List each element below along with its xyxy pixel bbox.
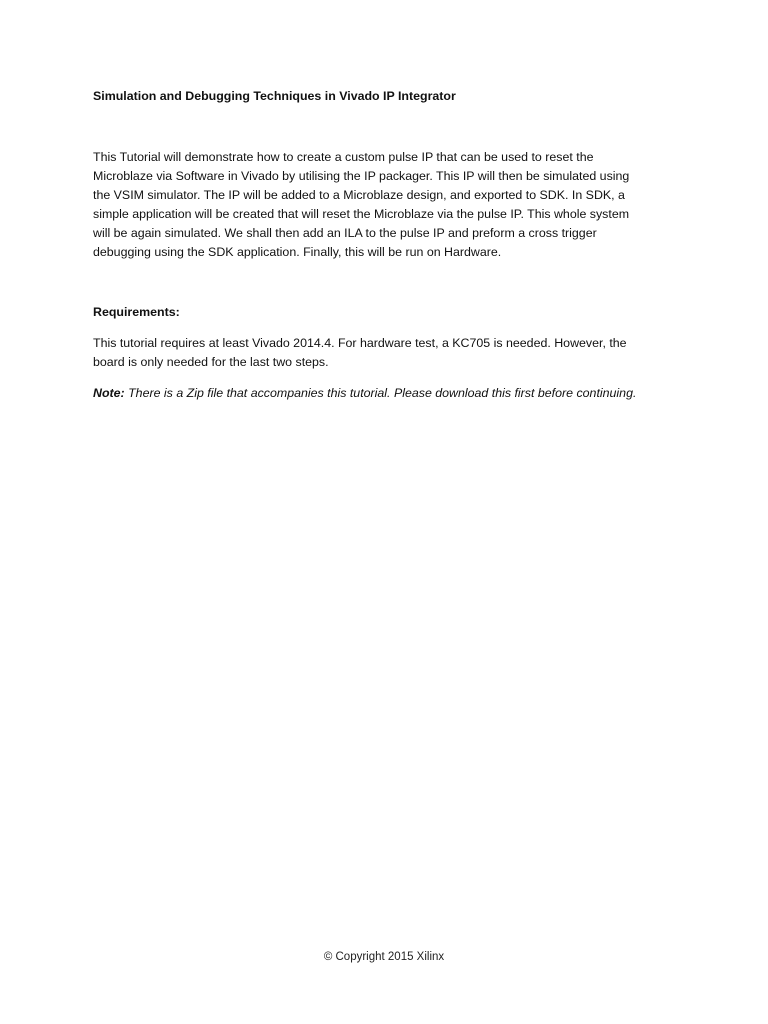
intro-line: will be again simulated. We shall then add an ILA to the pulse IP and preform a cross trigger xyxy=(93,226,597,240)
intro-paragraph xyxy=(93,148,678,262)
note-paragraph xyxy=(93,384,693,402)
document-title: Simulation and Debugging Techniques in Vivado IP Integrator xyxy=(93,89,456,103)
note-label: Note: xyxy=(93,386,125,400)
requirements-heading: Requirements: xyxy=(93,305,180,319)
note-text: There is a Zip file that accompanies this tutorial. Please download this first before continuing. xyxy=(124,386,637,400)
intro-line: This Tutorial will demonstrate how to create a custom pulse IP that can be used to reset the xyxy=(93,150,594,164)
intro-line: simple application will be created that will reset the Microblaze via the pulse IP. This whole system xyxy=(93,207,630,221)
intro-line: the VSIM simulator. The IP will be added to a Microblaze design, and exported to SDK. In SDK, a xyxy=(93,188,625,202)
requirements-line: This tutorial requires at least Vivado 2014.4. For hardware test, a KC705 is needed. However, the xyxy=(93,336,627,350)
requirements-paragraph xyxy=(93,334,678,372)
copyright-footer: © Copyright 2015 Xilinx xyxy=(323,951,445,963)
intro-line: debugging using the SDK application. Finally, this will be run on Hardware. xyxy=(93,245,502,259)
intro-line: Microblaze via Software in Vivado by utilising the IP packager. This IP will then be simulated using xyxy=(93,169,630,183)
requirements-line: board is only needed for the last two steps. xyxy=(93,355,329,369)
